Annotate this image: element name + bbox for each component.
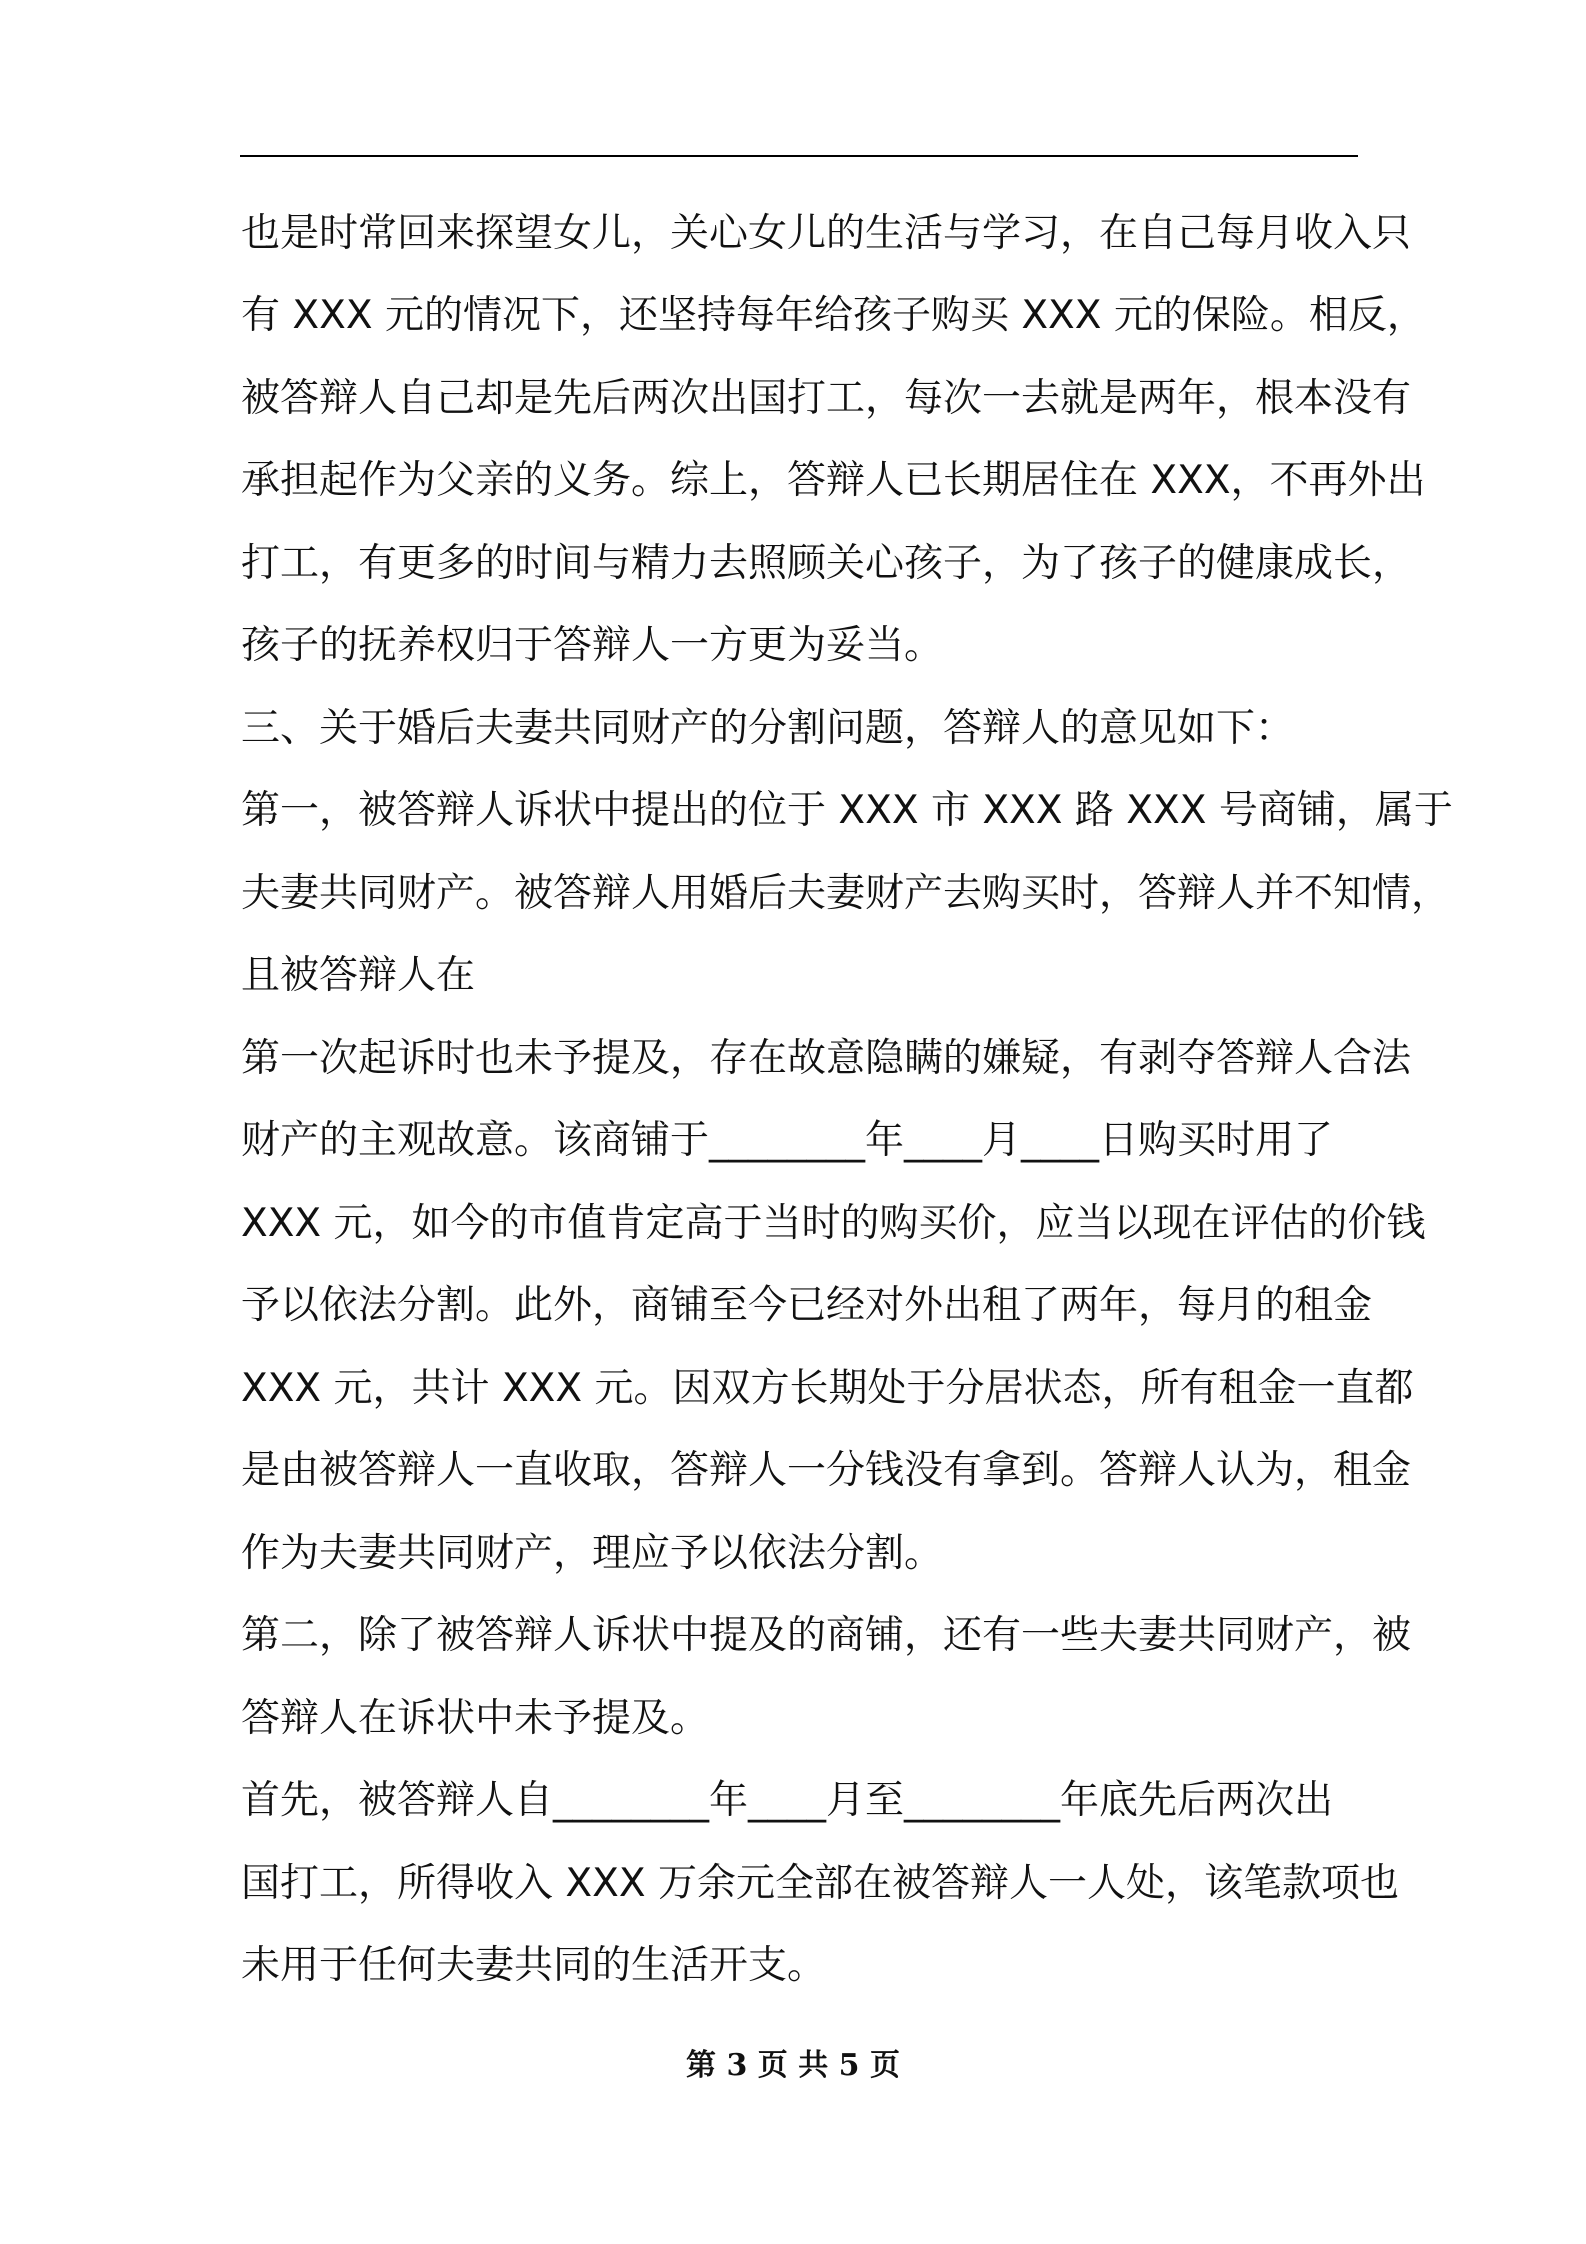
body-line-14: 予以依法分割。此外，商铺至今已经对外出租了两年，每月的租金 — [241, 1283, 1373, 1328]
body-line-6: 孩子的抚养权归于答辩人一方更为妥当。 — [241, 623, 944, 668]
body-line-20: 首先，被答辩人自________年____月至________年底先后两次出 — [241, 1778, 1334, 1823]
body-line-16: 是由被答辩人一直收取，答辩人一分钱没有拿到。答辩人认为，租金 — [241, 1448, 1412, 1493]
body-line-10: 且被答辩人在 — [241, 953, 476, 998]
body-line-11: 第一次起诉时也未予提及，存在故意隐瞒的嫌疑，有剥夺答辩人合法 — [241, 1036, 1412, 1081]
body-line-12: 财产的主观故意。该商铺于________年____月____日购买时用了 — [241, 1118, 1334, 1163]
body-line-4: 承担起作为父亲的义务。综上，答辩人已长期居住在 XXX，不再外出 — [241, 458, 1426, 503]
body-line-2: 有 XXX 元的情况下，还坚持每年给孩子购买 XXX 元的保险。相反， — [241, 293, 1426, 338]
section-heading: 三、关于婚后夫妻共同财产的分割问题，答辩人的意见如下： — [241, 706, 1295, 751]
body-line-22: 未用于任何夫妻共同的生活开支。 — [241, 1943, 827, 1988]
body-line-18: 第二，除了被答辩人诉状中提及的商铺，还有一些夫妻共同财产，被 — [241, 1613, 1412, 1658]
body-line-8: 第一，被答辩人诉状中提出的位于 XXX 市 XXX 路 XXX 号商铺，属于 — [241, 788, 1453, 833]
body-line-5: 打工，有更多的时间与精力去照顾关心孩子，为了孩子的健康成长， — [241, 541, 1412, 586]
body-line-13: XXX 元，如今的市值肯定高于当时的购买价，应当以现在评估的价钱 — [241, 1201, 1426, 1246]
body-line-9: 夫妻共同财产。被答辩人用婚后夫妻财产去购买时，答辩人并不知情， — [241, 871, 1451, 916]
body-line-19: 答辩人在诉状中未予提及。 — [241, 1696, 710, 1741]
body-line-1: 也是时常回来探望女儿，关心女儿的生活与学习，在自己每月收入只 — [241, 211, 1412, 256]
body-line-21: 国打工，所得收入 XXX 万余元全部在被答辩人一人处，该笔款项也 — [241, 1861, 1399, 1906]
page-number-footer: 第 3 页 共 5 页 — [686, 2048, 900, 2083]
body-line-3: 被答辩人自己却是先后两次出国打工，每次一去就是两年，根本没有 — [241, 376, 1412, 421]
header-rule — [240, 155, 1358, 157]
body-line-15: XXX 元，共计 XXX 元。因双方长期处于分居状态，所有租金一直都 — [241, 1366, 1414, 1411]
body-line-17: 作为夫妻共同财产，理应予以依法分割。 — [241, 1531, 944, 1576]
